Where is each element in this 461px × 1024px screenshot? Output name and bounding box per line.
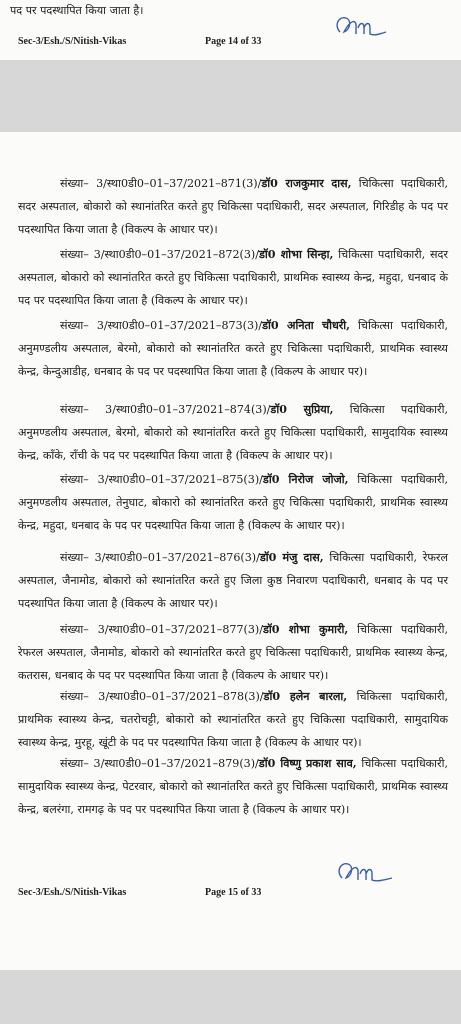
- order-number: संख्या– 3/स्था0डी0–01–37/2021–871(3)/: [60, 177, 262, 190]
- doctor-name: डॉ0 शोभा सिन्हा,: [259, 248, 334, 261]
- order-number: संख्या– 3/स्था0डी0–01–37/2021–873(3)/: [60, 319, 263, 332]
- order-body: चिकित्सा पदाधिकारी, अनुमण्डलीय अस्पताल, बेरमो, बोकारो को स्थानांतरित करते हुए चिकित्सा पदाधिकारी, प्राथमिक स्वास्थ्य केन्द्र, केन्दुआडीह, धनबाद के पद पर पदस्थापित किया जाता है (विकल्प के आधार पर)।: [18, 319, 449, 378]
- previous-page-fragment: [0, 0, 461, 60]
- order-number: संख्या– 3/स्था0डी0–01–37/2021–875(3)/: [60, 473, 263, 486]
- footer-file-reference: Sec-3/Esh./S/Nitish-Vikas: [18, 887, 127, 898]
- doctor-name: डॉ0 विष्णु प्रकाश साव,: [258, 757, 357, 770]
- footer-page-number: Page 15 of 33: [205, 887, 262, 898]
- order-body: चिकित्सा पदाधिकारी, सामुदायिक स्वास्थ्य केन्द्र, पेटरवार, बोकारो को स्थानांतरित करते हुए चिकित्सा पदाधिकारी, प्राथमिक स्वास्थ्य केन्द्र, बलरंगा, रामगढ़ के पद पर पदस्थापित किया जाता है (विकल्प के आधार पर)।: [18, 757, 448, 816]
- doctor-name: डॉ0 अनिता चौधरी,: [262, 319, 351, 332]
- order-paragraph: [18, 398, 448, 467]
- doctor-name: डॉ0 राजकुमार दास,: [261, 177, 352, 190]
- order-paragraph: [18, 243, 448, 312]
- order-paragraph: [18, 172, 448, 241]
- order-number: संख्या– 3/स्था0डी0–01–37/2021–872(3)/: [60, 248, 259, 261]
- doctor-name: डॉ0 शोभा कुमारी,: [262, 623, 349, 636]
- order-number: संख्या– 3/स्था0डी0–01–37/2021–878(3)/: [60, 690, 264, 703]
- order-number: संख्या– 3/स्था0डी0–01–37/2021–877(3)/: [60, 623, 263, 636]
- order-number: संख्या– 3/स्था0डी0–01–37/2021–879(3)/: [60, 757, 259, 770]
- footer-file-reference: Sec-3/Esh./S/Nitish-Vikas: [18, 36, 127, 47]
- order-body: चिकित्सा पदाधिकारी, रेफरल अस्पताल, जैनामोड, बोकारो को स्थानांतरित करते हुए जिला कुष्ठ निवारण पदाधिकारी, धनबाद के पद पर पदस्थापित किया जाता है (विकल्प के आधार पर)।: [18, 551, 448, 610]
- order-body: चिकित्सा पदाधिकारी, रेफरल अस्पताल, जैनामोड, बोकारो को स्थानांतरित करते हुए चिकित्सा पदाधिकारी, प्राथमिक स्वास्थ्य केन्द्र, कतरास, धनबाद के पद पर पदस्थापित किया जाता है (विकल्प के आधार पर)।: [18, 623, 448, 682]
- order-number: संख्या– 3/स्था0डी0–01–37/2021–874(3)/: [60, 403, 271, 416]
- order-body: चिकित्सा पदाधिकारी, प्राथमिक स्वास्थ्य केन्द्र, चतरोचट्टी, बोकारो को स्थानांतरित करते हुए चिकित्सा पदाधिकारी, सामुदायिक स्वास्थ्य केन्द्र, मुरहू, खूंटी के पद पर पदस्थापित किया जाता है (विकल्प के आधार पर)।: [18, 690, 448, 749]
- order-body: चिकित्सा पदाधिकारी, सदर अस्पताल, बोकारो को स्थानांतरित करते हुए चिकित्सा पदाधिकारी, प्राथमिक स्वास्थ्य केन्द्र, महुदा, धनबाद के पद पर पदस्थापित किया जाता है (विकल्प के आधार पर)।: [18, 248, 448, 307]
- footer-page-number: Page 14 of 33: [205, 36, 262, 47]
- doctor-name: डॉ0 मंजु दास,: [259, 551, 324, 564]
- order-paragraph: [18, 618, 448, 687]
- order-number: संख्या– 3/स्था0डी0–01–37/2021–876(3)/: [60, 551, 260, 564]
- order-body: चिकित्सा पदाधिकारी, अनुमण्डलीय अस्पताल, तेनुघाट, बोकारो को स्थानांतरित करते हुए चिकित्सा पदाधिकारी, प्राथमिक स्वास्थ्य केन्द्र, महुदा, धनबाद के पद पर पदस्थापित किया जाता है (विकल्प के आधार पर)।: [18, 473, 448, 532]
- document-page-15: [0, 132, 461, 970]
- order-body: चिकित्सा पदाधिकारी, अनुमण्डलीय अस्पताल, बेरमो, बोकारो को स्थानांतरित करते हुए चिकित्सा पदाधिकारी, सामुदायिक स्वास्थ्य केन्द्र, काँके, राँची के पद पर पदस्थापित किया जाता है (विकल्प के आधार पर)।: [18, 403, 448, 462]
- signature-initials: [330, 10, 390, 44]
- order-paragraph: [18, 752, 448, 821]
- signature-initials: [332, 854, 396, 890]
- order-paragraph: [18, 468, 448, 537]
- doctor-name: डॉ0 सुप्रिया,: [270, 403, 334, 416]
- order-paragraph: [18, 546, 448, 615]
- doctor-name: डॉ0 निरोज जोजो,: [262, 473, 349, 486]
- order-paragraph: [18, 685, 448, 754]
- doctor-name: डॉ0 हलेन बारला,: [263, 690, 348, 703]
- order-body: चिकित्सा पदाधिकारी, सदर अस्पताल, बोकारो को स्थानांतरित करते हुए चिकित्सा पदाधिकारी, सदर अस्पताल, गिरिडीह के पद पर पदस्थापित किया जाता है (विकल्प के आधार पर)।: [18, 177, 448, 236]
- previous-page-tail-text: पद पर पदस्थापित किया जाता है।: [10, 4, 144, 17]
- order-paragraph: [18, 314, 448, 383]
